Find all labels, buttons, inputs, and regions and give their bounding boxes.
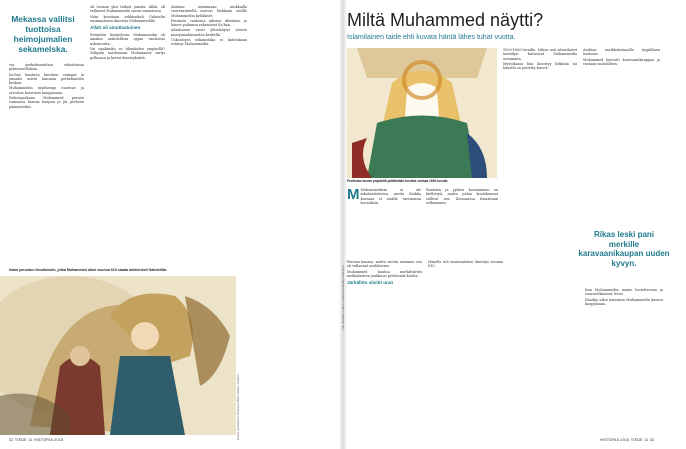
illustration-art (0, 276, 236, 435)
right-intro-col-2 (426, 188, 498, 248)
right-col1-p1: 1500-1600-luvuilla. Siihen asti islamilaiset taiteilijat kuvasivat Muhammedia useammin. (503, 48, 577, 61)
lower-col1-p1: Persian kanssa, mutta vuotta aiemmin sen oli vallannut arabiheimo. (347, 260, 422, 269)
right-col-2 (583, 48, 660, 228)
left-col3-p2: Perinnön vanhoina aikoina Abraham ja hänen poikansa rakensivat Ka'ban. (171, 18, 247, 28)
left-col1-p4: Esikoispoikana Muhammed perusti vaimonsa kanssa kaupan ja jäi perheen päämieheksi. (9, 96, 84, 109)
right-image-caption: Profeetan kuvan ympärillä peittämään kuvista vanhaa 1500-luvulla. (347, 179, 449, 183)
gabriel-illustration (0, 276, 236, 435)
lower-subhead: Järkälitto siivitti uran (347, 280, 394, 286)
right-col1-p2: Mystiikassa hän ilmestyy liekkinä tai häneltä on peitetty kasvot. (503, 61, 577, 71)
left-headline: Mekassa vallitsi tuottoisa heimojumalien sekamelska. (11, 14, 75, 54)
last-col-p2: Khadija aikoi naimisiin Muhammedin kanssa kauppiaana. (585, 297, 663, 306)
left-col-1 (9, 63, 84, 271)
left-col2-p2: Näin kuvataan arkkienkeli Gabrielin ensimmäinen ilmestys Muhammedille. (90, 14, 165, 23)
left-col3-p1: Arabian niemimaan asukkailla vuorenrinteillä asuivat Mekkaan sisälle Muhammedin kyläläiset. (171, 5, 247, 18)
veiled-muhammed-illustration (347, 48, 497, 178)
page-gutter (339, 0, 347, 449)
lower-col1-p2: Muhammed kuuluu merkittävien mekkalaisten joukkoon perheensä kautta. (347, 269, 422, 278)
last-col-p1: Kun Muhammedin maine luotettavana ja suoraselkäisenä levisi. (585, 288, 663, 297)
right-footer: HISTORIA 2015 TIEDE 11 33 (600, 438, 655, 442)
lower-col2-p1: Hänelle tuli ensimmäinen ilmestys vuonna 610. (428, 260, 503, 269)
left-col1-p1: vat perhekunnittain viikoittaisia pyhiinvaelluksia. (9, 63, 84, 72)
left-col2b-p1: Eremiitin läsnäolossa Muhammedin oli ainakin mahdollista oppia vanhoista uskontoista. (90, 33, 165, 46)
intro-col2-text: Ihmisten ja pyhien kuvaaminen on kiellettyä, mutta jotkin koulukunnat sallivat sen. Koraanissa ilmaistaan selkeimmin. (426, 188, 498, 205)
left-subhead: Allah oli ainutlaatuinen (90, 25, 141, 31)
left-col3-p3: Abrahamin viesti ylitsekäytyi alueen monijumalaisuuden keskellä. (171, 28, 247, 37)
right-col2-p2: Muhammed kasvatti karavaanikauppaa ja vastaan isoäidilleen. (583, 57, 660, 66)
left-col1-p3: Muhammedin myöhempi nuoruus ja arvostus kasvoivat kauppiaana. (9, 86, 84, 95)
left-col2-p1: oli tosiaan yksi tärkeä jumala. Allah, oli vallinnut Muhammedin suvun sanastossa. (90, 5, 165, 14)
lower-col-1 (347, 260, 422, 430)
left-col-3 (171, 5, 247, 267)
right-col2-p1: Arabian aavikkoheimoille tyypillinen koulutus. (583, 48, 660, 57)
left-footer: 32 TIEDE 11 HISTORIA 2015 (9, 438, 64, 442)
left-col1-p2: Ka'ban kuutiota kiertäen vainajat ja jumalat saivat kunnian perhekuntien kesken. (9, 72, 84, 86)
right-title: Miltä Muhammed näytti? (347, 10, 544, 30)
left-photo-credit: Kuvat: Aamulehti / Pressens Bild / Scala / Topfoto (236, 374, 240, 440)
left-col3-p4: Uskontojen sekamelska ei kuitenkaan estänyt Muhammedia. (171, 38, 247, 47)
drop-cap: M (347, 188, 360, 203)
left-col2b-p2: Vai upahtuiko se tilienkiden ympärillä? Näkymä saadessaan Muhammed siirtyi polkuaan ja kertoi ilmestyksistä. (90, 47, 165, 60)
right-subtitle: Islamilainen taide ehti kuvata häntä lähes tuhat vuotta. (347, 34, 516, 41)
right-col-1 (503, 48, 577, 228)
left-col-2 (90, 5, 165, 267)
right-section-heading: Rikas leski pani merkille karavaanikaupan uuden kyvyn. (578, 230, 670, 268)
right-intro-col-1 (347, 188, 421, 248)
left-image-caption: Islam perustuu ilmoituksiin, jotka Muhammed alkoi vuonna 610 saada arkkienkeli Gabrielilta. (9, 268, 168, 272)
right-last-col (585, 288, 663, 428)
right-vertical-credit: The Kinsbury Library Collection Khalili Collection (341, 265, 345, 330)
veiled-art (347, 48, 497, 178)
lower-col-2 (428, 260, 503, 430)
intro-text: Muhammedista ei ole aikalaisitetietoa, mutta Kaikka Koraani ei sisällä varsinaisia kuvauksia. (360, 188, 421, 205)
